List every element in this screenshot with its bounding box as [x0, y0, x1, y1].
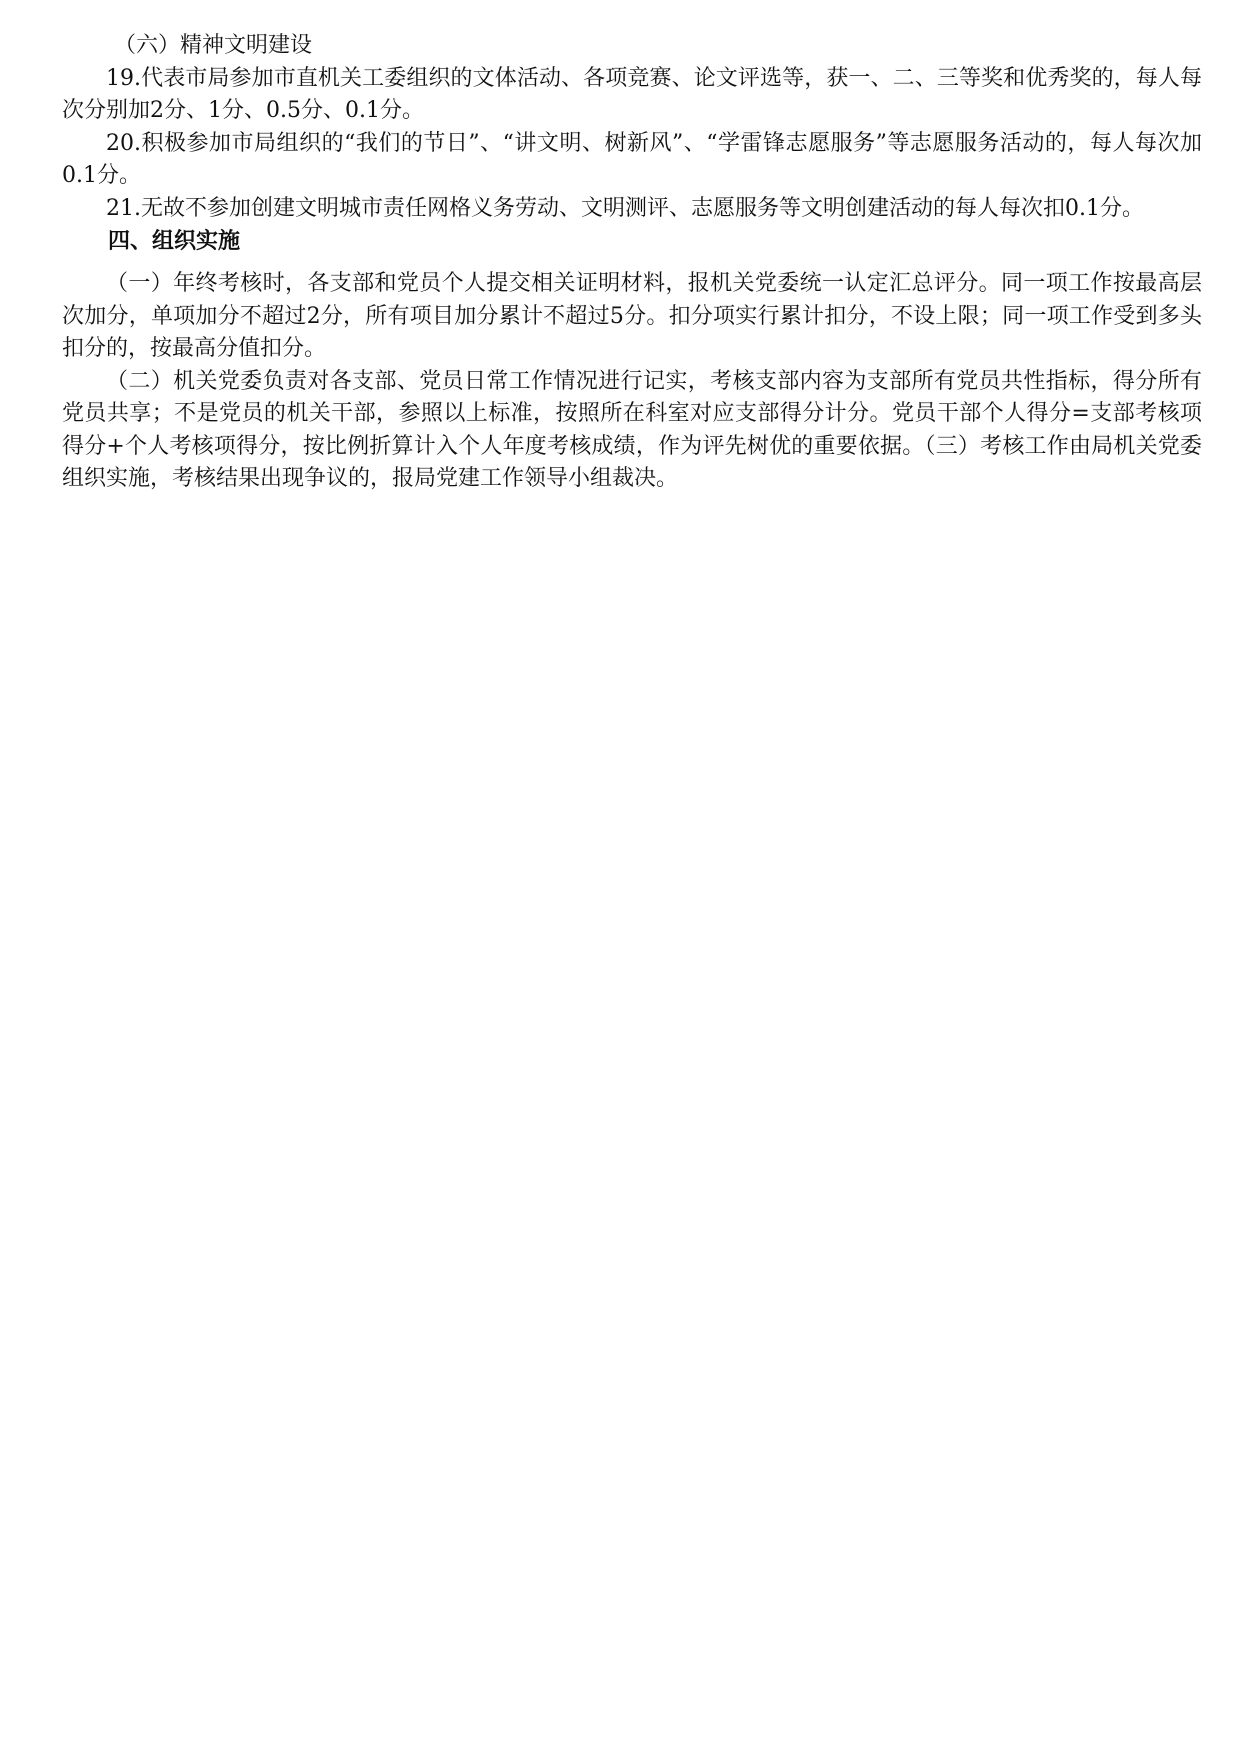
item-19: 19.代表市局参加市直机关工委组织的文体活动、各项竞赛、论文评选等，获一、二、三等奖和优秀奖的，每人每次分别加2分、1分、0.5分、0.1分。 — [62, 65, 1202, 123]
paragraph-1: （一）年终考核时，各支部和党员个人提交相关证明材料，报机关党委统一认定汇总评分。同一项工作按最高层次加分，单项加分不超过2分，所有项目加分累计不超过5分。扣分项实行累计扣分，不设上限；同一项工作受到多头扣分的，按最高分值扣分。 — [62, 271, 1202, 361]
document-page — [62, 30, 1202, 496]
section-heading: 四、组织实施 — [108, 228, 241, 254]
paragraph-2: （二）机关党委负责对各支部、党员日常工作情况进行记实，考核支部内容为支部所有党员共性指标，得分所有党员共享；不是党员的机关干部，参照以上标准，按照所在科室对应支部得分计分。党员干部个人得分=支部考核项得分+个人考核项得分，按比例折算计入个人年度考核成绩，作为评先树优的重要依据。（三）考核工作由局机关党委组织实施，考核结果出现争议的，报局党建工作领导小组裁决。 — [62, 368, 1202, 491]
item-21: 21.无故不参加创建文明城市责任网格义务劳动、文明测评、志愿服务等文明创建活动的每人每次扣0.1分。 — [106, 195, 1144, 221]
spacer — [62, 257, 1202, 268]
item-20: 20.积极参加市局组织的“我们的节日”、“讲文明、树新风”、“学雷锋志愿服务”等志愿服务活动的，每人每次加0.1分。 — [62, 130, 1202, 188]
subsection-title: （六）精神文明建设 — [114, 33, 313, 58]
